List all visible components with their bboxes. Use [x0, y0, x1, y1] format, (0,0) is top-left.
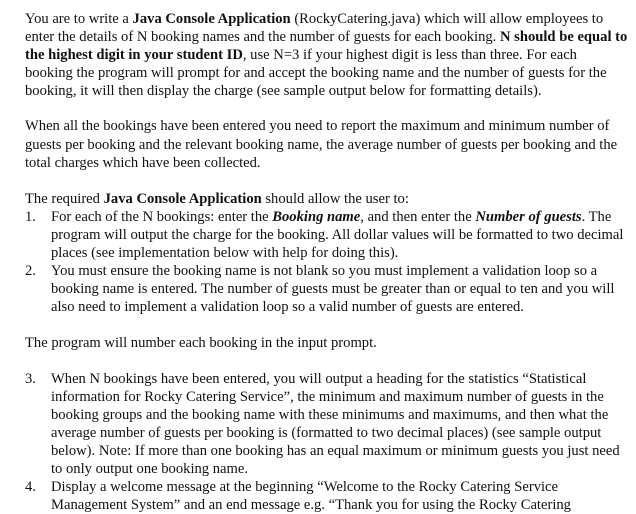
requirements-bold-app-name: Java Console Application	[104, 191, 262, 207]
intro-text-3: , use N=3 if your highest digit is less than three. For each booking the program will prompt for and accept the booking name and the number of guests for the booking, it will then display the charge (see sample output below for formatting details).	[25, 47, 607, 99]
numbering-paragraph: The program will number each booking in the input prompt.	[25, 334, 628, 352]
intro-bold-app-name: Java Console Application	[133, 11, 291, 27]
requirements-list-first	[25, 208, 628, 317]
intro-text-2: (RockyCatering.java) which will allow employees to enter the details of N booking names and the number of guests for each booking.	[25, 11, 603, 45]
requirements-intro-paragraph	[25, 190, 628, 208]
requirements-list-second	[25, 370, 628, 514]
list-item	[25, 208, 628, 262]
list-item-number: 3.	[25, 370, 36, 388]
list-item-number: 4.	[25, 478, 36, 496]
reporting-paragraph: When all the bookings have been entered you need to report the maximum and minimum number of guests per booking and the relevant booking name, the average number of guests per booking and the total charges which have been collected.	[25, 117, 628, 171]
intro-text-1: You are to write a	[25, 11, 133, 27]
list-item-bold-italic-number-of-guests: Number of guests	[475, 209, 581, 225]
list-item-text: When N bookings have been entered, you will output a heading for the statistics “Statistical information for Rocky Catering Service”, the minimum and maximum number of guests in the booking groups and the booking name with these minimums and maximums, and then what the average number of guests per booking is (formatted to two decimal places) (see sample output below). Note: If more than one booking has an equal maximum or minimum guests you just need to only output one booking name.	[51, 371, 620, 477]
list-item-text: For each of the N bookings: enter the	[51, 209, 272, 225]
list-item-text: . The program will output the charge for the booking. All dollar values will be formatted to two decimal places (see implementation below with help for doing this).	[51, 209, 623, 261]
list-item-text: , and then enter the	[360, 209, 475, 225]
requirements-text-1: The required	[25, 191, 104, 207]
list-item	[25, 478, 628, 514]
list-item-text: You must ensure the booking name is not blank so you must implement a validation loop so a booking name is entered. The number of guests must be greater than or equal to ten and you will also need to implement a validation loop so a valid number of guests are entered.	[51, 263, 614, 315]
requirements-text-2: should allow the user to:	[262, 191, 409, 207]
list-item-number: 1.	[25, 208, 36, 226]
list-item	[25, 370, 628, 479]
list-item-text: Display a welcome message at the beginning “Welcome to the Rocky Catering Service Management System” and an end message e.g. “Thank you for using the Rocky Catering	[51, 479, 571, 513]
intro-bold-requirement: N should be equal to the highest digit in your student ID	[25, 29, 627, 63]
list-item	[25, 262, 628, 316]
intro-paragraph	[25, 10, 628, 100]
list-item-bold-italic-booking-name: Booking name	[272, 209, 360, 225]
list-item-number: 2.	[25, 262, 36, 280]
